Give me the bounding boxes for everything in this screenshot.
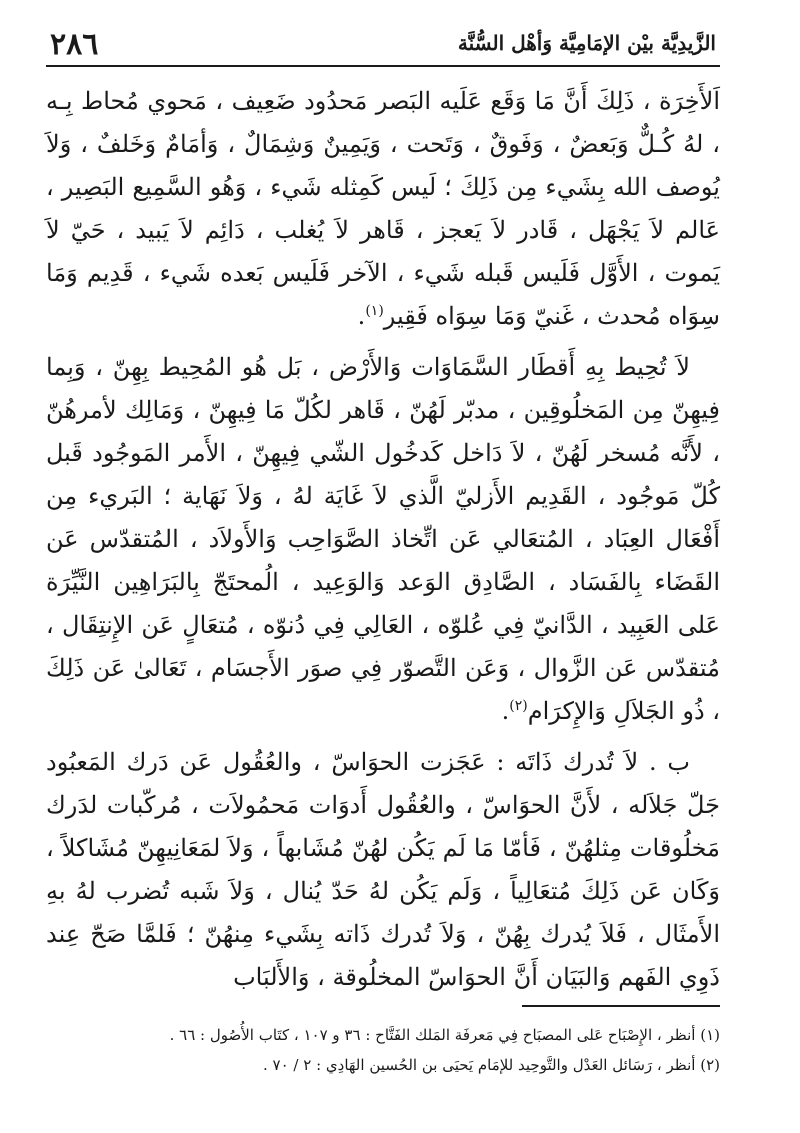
paragraph-1-text: اَلأَخِرَة ، ذَلِكَ أَنَّ مَا وَقَع عَلَيه البَصر مَحدُود ضَعِيف ، مَحوي مُحاط بِـه ، لهُ كُـلٌّ وَبَعضٌ ، وَفَوقٌ ، وَتَحت ، وَيَمِينٌ وَشِمَالٌ ، وَأمَامٌ وَخَلفٌ ، وَلاَ يُوصف الله بِشَيء مِن ذَلِكَ ؛ لَيس كَمِثله شَيء ، وَهُو السَّمِيع البَصِير ، عَالم لاَ يَجْهَل ، قَادر لاَ يَعجز ، قَاهر لاَ يُغلب ، دَائِم لاَ يَبيد ، حَيّ لاَ يَموت ، الأَوَّل فَلَيس قَبله شَيء ، الآخر فَلَيس بَعده شَيء ، قَدِيم وَمَا سِوَاه مُحدث ، غَنيّ وَمَا سِوَاه فَقِير — [46, 87, 721, 330]
footnote-ref-2: (٢) — [509, 698, 528, 714]
page-number: ٢٨٦ — [50, 27, 99, 62]
paragraph-2-text: لاَ تُحِيط بِهِ أَقطَار السَّمَاوَات وَالأَرْض ، بَل هُو المُحِيط بِهِنّ ، وَبِما فِيهِنّ مِن المَخلُوقِين ، مدبّر لَهُنّ ، قَاهر لكُلّ مَا فِيهِنّ ، وَمَالِك لأمرهُنّ ، لأَنَّه مُسخر لَهُنّ ، لاَ دَاخل كَدخُول الشّي فِيهِنّ ، الأَمر المَوجُود قَبل كُلّ مَوجُود ، القَدِيم الأَزليّ الَّذي لاَ غَايَة لهُ ، وَلاَ نَهَاية ؛ البَريء مِن أَفْعَال العِبَاد ، المُتعَالي عَن اتِّخاذ الصَّوَاحِب وَالأَولاَد ، المُتقدّس عَن القَضَاء بِالفَسَاد ، الصَّادِق الوَعد وَالوَعِيد ، الُمحتَجّ بِالبَرَاهِين النَّيِّرَة عَلى العَبِيد ، الدَّانيّ فِي عُلوّه ، العَالِي فِي دُنوّه ، مُتعَالٍ عَن الإِنتِقَال ، مُتقدّس عَن الزَّوال ، وَعَن التَّصوّر فِي صوَر الأَجسَام ، تَعَالىٰ عَن ذَلِكَ ، ذُو الجَلاَلِ وَالإِكرَام — [46, 353, 721, 725]
paragraph-3-text: ب . لاَ تُدرك ذَاتَه : عَجَزت الحوَاسّ ، والعُقُول عَن دَرك المَعبُود جَلّ جَلاَله ، لأَنَّ الحوَاسّ ، والعُقُول أَدوَات مَحمُولاَت ، مُركّبات لدَرك مَخلُوقات مِثلهُنّ ، فَأمّا مَا لَم يَكُن لهُنّ مُشَابهاً ، وَلاَ لمَعَانِيهِنّ مُشَاكلاً ، وَكَان عَن ذَلِكَ مُتعَالِياً ، وَلَم يَكُن لهُ حَدّ يُنال ، وَلاَ شَبه تُضرب لهُ بهِ الأَمثَال ، فَلاَ يُدرك بِهُنّ ، وَلاَ تُدرك ذَاته بِشَيء مِنهُنّ ؛ فَلمَّا صَحّ عِند ذَوِي الفَهم وَالبَيَان أَنَّ الحوَاسّ المخلُوقة ، وَالأَلبَاب — [46, 748, 720, 991]
footnotes — [46, 1020, 720, 1080]
body-text — [46, 80, 720, 1007]
paragraph-1 — [46, 80, 720, 338]
page-header — [46, 25, 720, 67]
footnote-1: (١) أنظر ، الإِصْبَاح عَلى المصبَاح فِي مَعرفَة المَلك الفَتَّاح : ٣٦ و ١٠٧ ، كتَاب الأُصُول : ٦٦ . — [169, 1026, 720, 1044]
paragraph-2 — [46, 346, 720, 733]
running-title: الزَّيدِيَّة بيْن الإمَامِيَّة وَأهْل السُّنَّة — [457, 31, 716, 55]
paragraph-1-end: . — [357, 302, 366, 330]
footnote-2: (٢) أنظر ، رَسَائل العَدْل والتَّوحِيد للإمَام يَحيَى بن الحُسين الهَادِي : ٢ / ٧٠ . — [262, 1056, 720, 1074]
footnote-separator — [522, 1005, 720, 1007]
footnote-ref-1: (١) — [365, 303, 384, 319]
paragraph-2-end: . — [501, 697, 510, 725]
paragraph-3 — [46, 741, 720, 999]
